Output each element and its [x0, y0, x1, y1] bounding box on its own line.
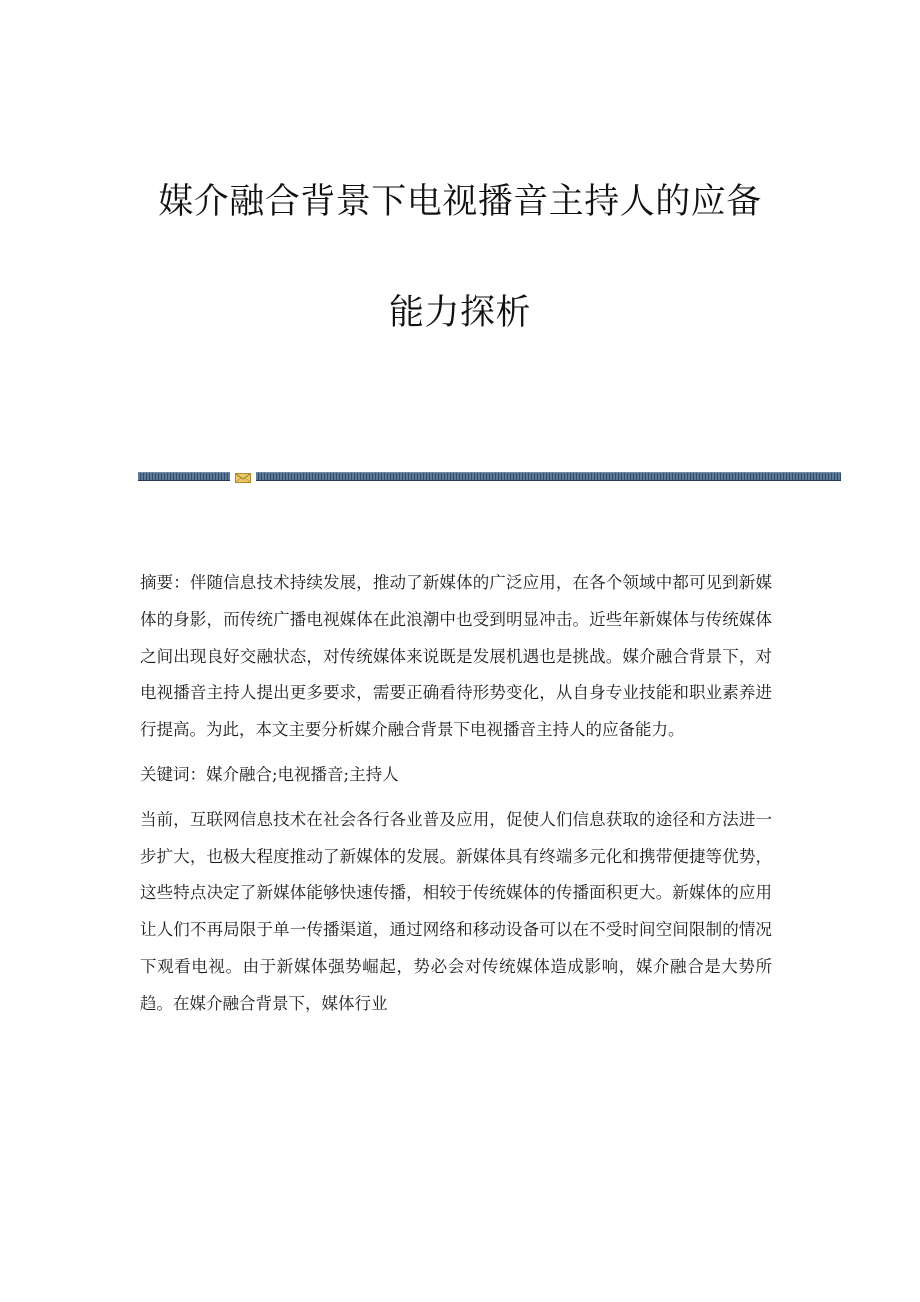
- envelope-ornament-icon: [235, 469, 251, 481]
- title-line-1: 媒介融合背景下电视播音主持人的应备: [158, 182, 762, 222]
- divider-bar-left: [138, 472, 230, 481]
- title-line-2: 能力探析: [388, 293, 531, 333]
- divider-bar-right: [256, 472, 841, 481]
- keywords-line: 关键词：媒介融合;电视播音;主持人: [140, 764, 399, 784]
- section-divider: [138, 469, 841, 481]
- body-paragraph: 当前，互联网信息技术在社会各行各业普及应用，促使人们信息获取的途径和方法进一步扩大，也极大程度推动了新媒体的发展。新媒体具有终端多元化和携带便捷等优势，这些特点决定了新媒体能够快速传播，相较于传统媒体的传播面积更大。新媒体的应用让人们不再局限于单一传播渠道，通过网络和移动设备可以在不受时间空间限制的情况下观看电视。由于新媒体强势崛起，势必会对传统媒体造成影响，媒介融合是大势所趋。在媒介融合背景下，媒体行业: [140, 809, 772, 1013]
- document-title: [0, 182, 920, 333]
- abstract-paragraph: 摘要：伴随信息技术持续发展，推动了新媒体的广泛应用，在各个领域中都可见到新媒体的身影，而传统广播电视媒体在此浪潮中也受到明显冲击。近些年新媒体与传统媒体之间出现良好交融状态，对传统媒体来说既是发展机遇也是挑战。媒介融合背景下，对电视播音主持人提出更多要求，需要正确看待形势变化，从自身专业技能和职业素养进行提高。为此，本文主要分析媒介融合背景下电视播音主持人的应备能力。: [140, 573, 772, 740]
- document-body: [140, 565, 772, 1031]
